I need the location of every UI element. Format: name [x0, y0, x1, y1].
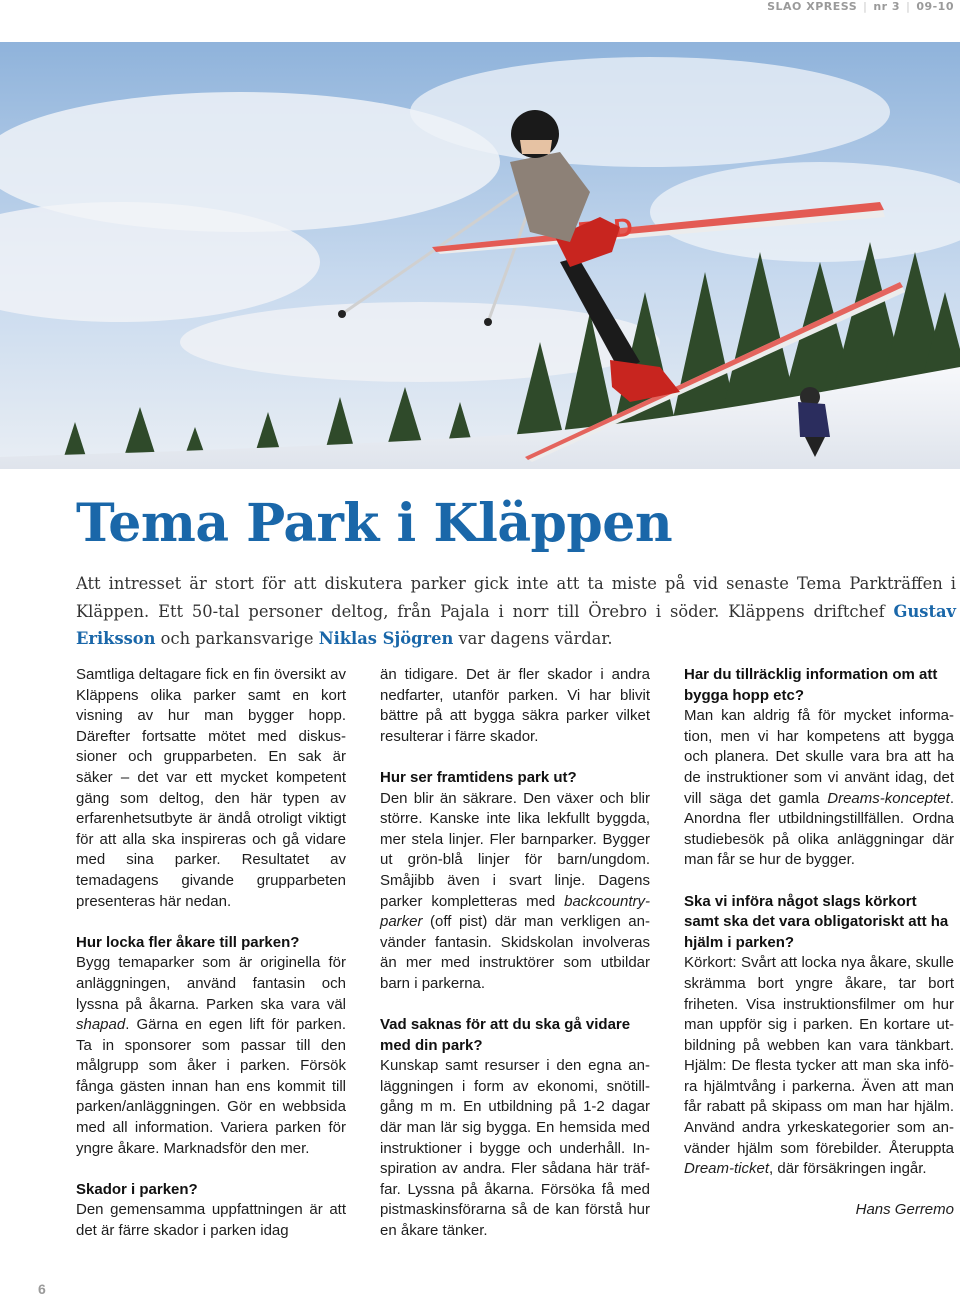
question-heading: Hur locka fler åkare till parken?: [76, 933, 300, 951]
answer-paragraph: Den gemensamma uppfattningen är att det är färre skador i parken idag: [76, 1201, 346, 1240]
answer-text: , där försäkringen ingår.: [769, 1160, 927, 1178]
article-lede: [76, 570, 956, 653]
author-byline: Hans Gerremo: [855, 1201, 954, 1219]
answer-paragraph: Kunskap samt resurser i den egna anläggningen i form av ekonomi, snötillgång m m. En utbildning på 1-2 dagar där man lär sig bygga. En hemsida med instruktioner i bygge och underhåll. Inspiration av andra. Fler sådana här träffar. Lyssna på åkarna. Försöka få med pistmaskinsförarna så de kan förstå hur en åkare tänker.: [380, 1057, 650, 1240]
article-title: Tema Park i Kläppen: [76, 493, 673, 554]
answer-emphasis: backcountry-parker: [380, 892, 650, 931]
answer-text: Bygg temaparker som är originella för anläggningen, använd fantasin och lyssna på åkarna. Parken ska vara väl: [76, 954, 346, 1013]
text-column-1: [76, 665, 346, 1242]
question-heading: Hur ser framtidens park ut?: [380, 768, 577, 786]
answer-text: . Anordna fler utbildningstillfällen. Ordna studiebesök på olika anläggningar där man får se hur de bygger.: [684, 789, 954, 869]
answer-paragraph: [380, 789, 650, 995]
answer-text: . Gärna en egen lift för parken. Ta in sponsorer som passar till den målgrupp som åker i parken. Försök fånga gästen innan han ens kommit till parken/anläggningen. Gör en webbsida med all information. Variera parken för yngre åkare. Marknadsför den mer.: [76, 1016, 346, 1157]
lede-text: Att intresset är stort för att diskutera parker gick inte att ta miste på vid senaste Tema Parkträffen i Kläppen. Ett 50-tal personer deltog, från Pajala i norr till Örebro i söder. Kläppens driftchef: [76, 574, 956, 621]
person-name: Gustav Eriksson: [76, 601, 956, 648]
answer-paragraph: än tidigare. Det är fler skador i andra nedfarter, utanför parken. Vi har blivit bättre på att bygga säkra parker vilket resulterar i färre skador.: [380, 666, 650, 745]
question-heading: Vad saknas för att du ska gå vidare med din park?: [380, 1016, 631, 1054]
answer-emphasis: shapad: [76, 1016, 126, 1034]
publication-name: SLAO XPRESS: [767, 0, 858, 13]
lede-text: och parkansvarige: [155, 629, 319, 648]
question-heading: Ska vi införa något slags körkort samt ska det vara obligatoriskt att ha hjälm i parken?: [684, 892, 949, 951]
text-column-2: [380, 665, 650, 1242]
text-column-3: [684, 665, 954, 1221]
running-header: [767, 0, 954, 14]
answer-paragraph: [76, 953, 346, 1159]
question-heading: Har du tillräcklig information om att bygga hopp etc?: [684, 666, 938, 704]
answer-text: Man kan aldrig få för mycket information, men vi har kompetens att bygga och planera. Det skulle vara bra att ha de instruktioner som vi använt idag, det vill säga det gamla: [684, 707, 954, 807]
issue-date: 09-10: [916, 0, 954, 13]
header-separator: |: [906, 0, 911, 13]
issue-number: nr 3: [873, 0, 901, 13]
answer-text: (off pist) där man verkligen använder fantasin. Skidskolan involveras än mer med instruktörer som utbildar barn i parkerna.: [380, 913, 650, 992]
intro-paragraph: Samtliga deltagare fick en fin översikt av Kläppens olika parker samt en kort visning av hur man bygger hopp. Därefter fortsatte mötet med diskussioner och grupparbeten. En sak är säker – det var ett mycket kompetent gäng som deltog, den här typen av erfarenhetsutbyte är ändå otroligt viktigt för att alla ska inspireras och gå vidare med sina parker. Resultatet av temadagens givande grupparbeten presenteras här nedan.: [76, 666, 346, 910]
answer-paragraph: [684, 953, 954, 1180]
header-separator: |: [863, 0, 868, 13]
answer-emphasis: Dreams-konceptet: [827, 789, 950, 807]
answer-paragraph: [684, 706, 954, 871]
answer-text: Körkort: Svårt att locka nya åkare, skulle skrämma bort yngre åkare, tar bort friheten. Visa instruktionsfilmer om hur man uppför sig i parken. En kortare utbildning på webben kan vara tänkbart. Hjälm: De flesta tycker att man ska införa hjälmtvång i parkerna. Även att man får rabatt på skipass om man har hjälm. Använd andra yrkeskategorier som använder hjälm som förebilder. Återuppta: [684, 954, 954, 1157]
page-number: 6: [38, 1281, 46, 1297]
skier-jump-photo: [0, 42, 960, 469]
person-name: Niklas Sjögren: [318, 629, 454, 648]
lede-text: var dagens värdar.: [453, 629, 613, 648]
question-heading: Skador i parken?: [76, 1180, 198, 1198]
answer-text: Den blir än säkrare. Den växer och blir större. Kanske inte lika lekfullt byggda, mer stela linjer. Fler barnparker. Bygger ut grön-blå linjer för barn/ungdom. Småjibb även i svart linje. Dagens parker kompletteras med: [380, 789, 650, 910]
answer-emphasis: Dream-ticket: [684, 1160, 770, 1178]
hero-photo: [0, 42, 960, 469]
